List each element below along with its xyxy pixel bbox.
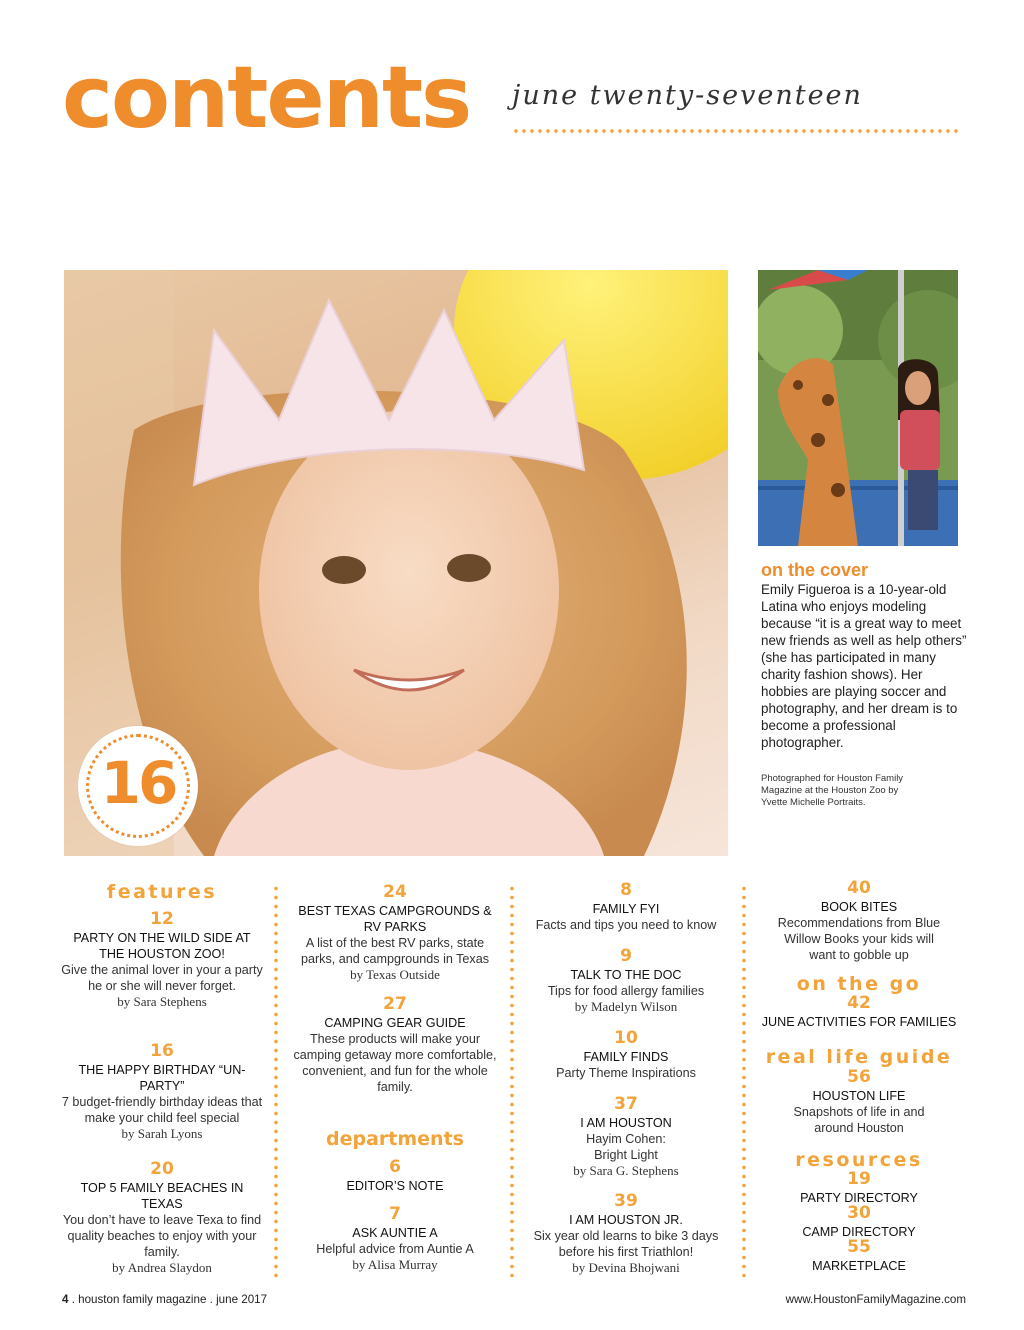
entry-byline: by Sara G. Stephens: [573, 1163, 679, 1178]
footer-separator: .: [71, 1293, 75, 1306]
entry-description: A list of the best RV parks, state parks, and campgrounds in Texas: [300, 936, 490, 966]
footer-separator: .: [209, 1293, 213, 1306]
toc-entry[interactable]: [756, 1069, 962, 1136]
entry-title: I AM HOUSTON JR.: [569, 1213, 683, 1227]
features-heading: features: [106, 881, 218, 903]
entry-title: FAMILY FINDS: [583, 1050, 669, 1064]
page-badge[interactable]: [78, 726, 198, 846]
entry-title: CAMP DIRECTORY: [802, 1225, 916, 1239]
page-number: 19: [847, 1169, 871, 1189]
toc-entry[interactable]: [756, 995, 962, 1030]
toc-entry[interactable]: [290, 996, 500, 1095]
toc-entry[interactable]: [526, 948, 726, 1015]
toc-entry[interactable]: [756, 1205, 962, 1240]
column-divider: [274, 884, 278, 1280]
entry-byline: by Alisa Murray: [352, 1257, 438, 1272]
entry-byline: by Sarah Lyons: [121, 1126, 203, 1141]
entry-description: Snapshots of life in and around Houston: [793, 1105, 925, 1135]
toc-entry[interactable]: [526, 1193, 726, 1276]
photo-credit: Photographed for Houston Family Magazine at the Houston Zoo by Yvette Michelle Portraits.: [761, 773, 904, 808]
page-number: 16: [150, 1041, 174, 1061]
entry-description: Hayim Cohen: Bright Light: [586, 1132, 666, 1162]
toc-entry[interactable]: [756, 1239, 962, 1274]
page-number: 9: [620, 946, 632, 966]
page-number: 7: [389, 1204, 401, 1224]
cover-heading: on the cover: [761, 560, 869, 580]
entry-title: MARKETPLACE: [812, 1259, 906, 1273]
footer-page-number: 4: [62, 1293, 69, 1306]
page-number: 24: [383, 882, 407, 902]
page-number: 8: [620, 880, 632, 900]
toc-entry[interactable]: [290, 884, 500, 983]
page-number: 6: [389, 1157, 401, 1177]
column-divider: [742, 884, 746, 1280]
page-number: 55: [847, 1237, 871, 1257]
entry-description: Facts and tips you need to know: [535, 918, 717, 932]
entry-description: Helpful advice from Auntie A: [316, 1242, 474, 1256]
entry-description: Party Theme Inspirations: [556, 1066, 696, 1080]
cover-photo: [758, 270, 958, 546]
real-life-guide-heading: real life guide: [765, 1046, 953, 1068]
on-the-go-heading: on the go: [796, 973, 922, 995]
entry-title: BEST TEXAS CAMPGROUNDS & RV PARKS: [298, 904, 492, 934]
footer-url[interactable]: www.HoustonFamilyMagazine.com: [785, 1293, 966, 1306]
entry-title: BOOK BITES: [820, 900, 898, 914]
cover-description: Emily Figueroa is a 10-year-old Latina who enjoys modeling because “it is a great way to meet new friends as well as help others” (she has participated in many charity fashion shows). Her hobbies are playing soccer and photography, and her dream is to become a professional photographer.: [761, 582, 967, 750]
page-number: 12: [150, 909, 174, 929]
toc-entry[interactable]: [60, 1161, 264, 1276]
entry-byline: by Texas Outside: [350, 967, 440, 982]
entry-title: TALK TO THE DOC: [570, 968, 682, 982]
entry-description: Tips for food allergy families: [547, 984, 705, 998]
entry-description: Recommendations from Blue Willow Books your kids will want to gobble up: [777, 916, 941, 962]
toc-entry[interactable]: [756, 1171, 962, 1206]
page-number: 37: [614, 1094, 638, 1114]
entry-description: These products will make your camping getaway more comfortable, convenient, and fun for the whole family.: [293, 1032, 497, 1094]
dotted-divider: [512, 128, 960, 134]
entry-title: JUNE ACTIVITIES FOR FAMILIES: [761, 1015, 957, 1029]
entry-title: THE HAPPY BIRTHDAY “UN-PARTY”: [78, 1063, 246, 1093]
page-title: contents: [62, 48, 471, 148]
entry-title: PARTY DIRECTORY: [800, 1191, 918, 1205]
entry-title: I AM HOUSTON: [580, 1116, 672, 1130]
entry-title: FAMILY FYI: [592, 902, 660, 916]
entry-title: TOP 5 FAMILY BEACHES IN TEXAS: [80, 1181, 244, 1211]
entry-title: HOUSTON LIFE: [812, 1089, 906, 1103]
footer-issue: june 2017: [216, 1293, 268, 1306]
toc-entry[interactable]: [60, 1043, 264, 1142]
entry-title: ASK AUNTIE A: [352, 1226, 438, 1240]
page-number: 39: [614, 1191, 638, 1211]
entry-byline: by Sara Stephens: [117, 994, 207, 1009]
toc-entry[interactable]: [60, 911, 264, 1010]
toc-entry[interactable]: [290, 1159, 500, 1194]
page-number: 10: [614, 1028, 638, 1048]
entry-description: 7 budget-friendly birthday ideas that make your child feel special: [61, 1095, 263, 1125]
page-number: 20: [150, 1159, 174, 1179]
toc-entry[interactable]: [526, 1030, 726, 1081]
page-number: 42: [847, 993, 871, 1013]
footer-magazine-name: houston family magazine: [78, 1293, 207, 1306]
page-number: 30: [847, 1203, 871, 1223]
entry-description: Give the animal lover in your a party he or she will never forget.: [61, 963, 263, 993]
issue-date: june twenty-seventeen: [512, 80, 863, 111]
toc-entry[interactable]: [290, 1206, 500, 1273]
entry-byline: by Andrea Slaydon: [112, 1260, 212, 1275]
page-number: 56: [847, 1067, 871, 1087]
page-number: 40: [847, 878, 871, 898]
toc-entry[interactable]: [526, 1096, 726, 1179]
resources-heading: resources: [795, 1149, 923, 1171]
entry-title: CAMPING GEAR GUIDE: [324, 1016, 466, 1030]
entry-byline: by Devina Bhojwani: [572, 1260, 680, 1275]
entry-description: Six year old learns to bike 3 days before his first Triathlon!: [533, 1229, 719, 1259]
entry-description: You don’t have to leave Texa to find quality beaches to enjoy with your family.: [62, 1213, 262, 1259]
toc-entry[interactable]: [526, 882, 726, 933]
entry-byline: by Madelyn Wilson: [574, 999, 678, 1014]
footer-folio: [62, 1293, 267, 1306]
departments-heading: departments: [326, 1128, 464, 1150]
toc-entry[interactable]: [756, 880, 962, 963]
entry-title: PARTY ON THE WILD SIDE AT THE HOUSTON ZOO!: [73, 931, 251, 961]
page-number: 27: [383, 994, 407, 1014]
column-divider: [510, 884, 514, 1280]
badge-number: 16: [100, 749, 176, 817]
entry-title: EDITOR’S NOTE: [346, 1179, 444, 1193]
